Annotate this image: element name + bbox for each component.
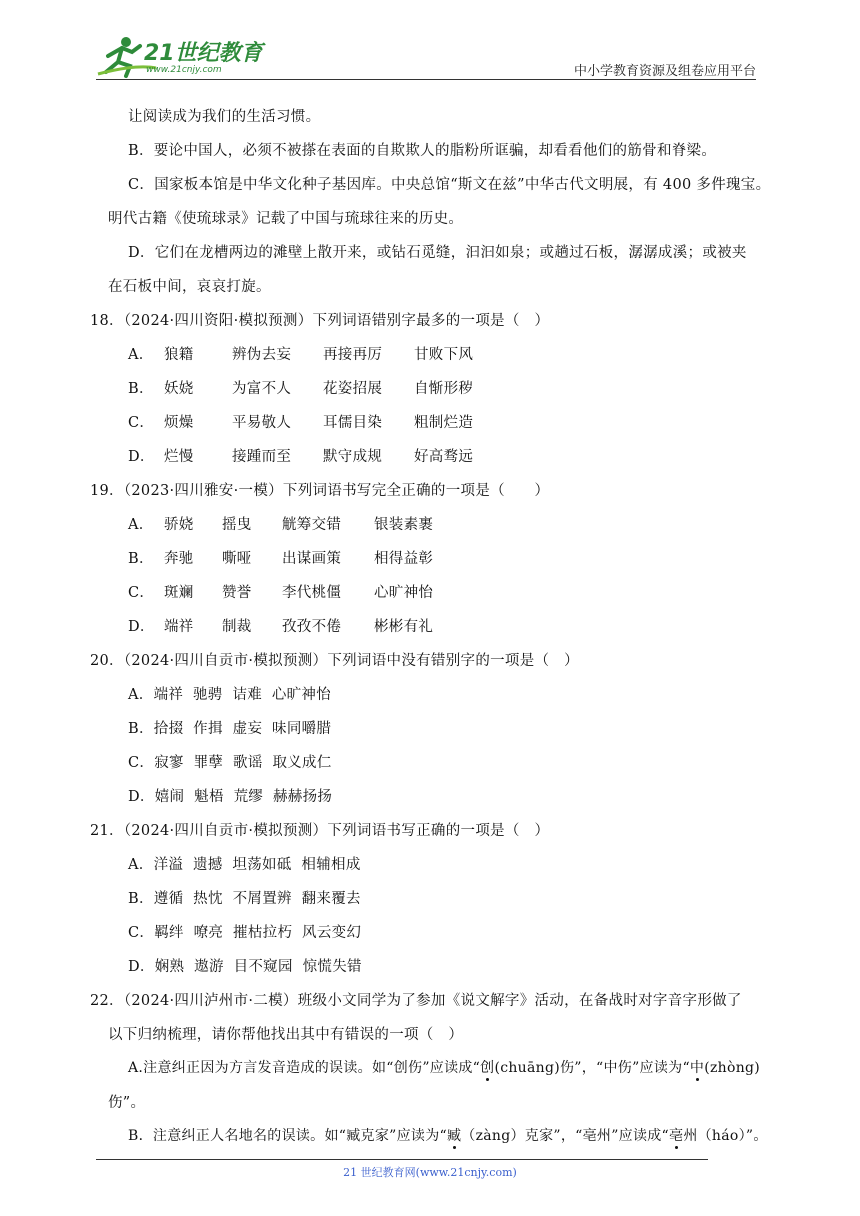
q18-option-d[interactable] <box>128 445 473 466</box>
q22-option-a-line1[interactable] <box>128 1057 760 1077</box>
word: 骄娆 <box>164 517 194 533</box>
option-label: D． <box>128 449 155 465</box>
word: 斑斓 <box>164 585 194 601</box>
option-label: B． <box>128 891 154 907</box>
word: 花姿招展 <box>323 381 383 397</box>
option-text: 洋溢 遗撼 坦荡如砥 相辅相成 <box>153 857 361 873</box>
prev-option-c-line2: 明代古籍《使琉球录》记载了中国与琉球往来的历史。 <box>108 211 464 227</box>
word: 嘶哑 <box>222 551 252 567</box>
option-text: 寂寥 罪孽 歌谣 取义成仁 <box>154 755 332 771</box>
word: 妖娆 <box>164 381 194 397</box>
word: 粗制烂造 <box>414 415 474 431</box>
word: 奔驰 <box>164 551 194 567</box>
q20-option-a[interactable] <box>128 683 331 704</box>
platform-title: 中小学教育资源及组卷应用平台 <box>573 64 756 79</box>
logo-text: 21世纪教育 <box>144 41 263 66</box>
option-label: D． <box>128 619 155 635</box>
option-label: B． <box>128 721 154 737</box>
word: 烦燥 <box>164 415 194 431</box>
option-text: （zàng）克家”，“亳州”应读成“ <box>461 1128 670 1144</box>
prev-option-d-line2: 在石板中间，哀哀打旋。 <box>108 279 271 295</box>
word: 赞誉 <box>222 585 252 601</box>
option-label: C． <box>128 585 155 601</box>
option-label: D． <box>128 959 155 975</box>
word: 出谋画策 <box>282 551 342 567</box>
q19-option-a[interactable] <box>128 513 433 534</box>
emphasized-char: 中 <box>689 1060 705 1076</box>
option-text: 拾掇 作揖 虚妄 味同嚼腊 <box>153 721 332 737</box>
word: 烂慢 <box>164 449 194 465</box>
logo-url: www.21cnjy.com <box>146 65 222 75</box>
option-text: 遵循 热忱 不屑置辨 翻来覆去 <box>153 891 361 907</box>
word: 接踵而至 <box>232 449 292 465</box>
emphasized-char: 臧 <box>446 1128 462 1144</box>
option-label: C． <box>128 415 155 431</box>
q20-option-d[interactable] <box>128 785 332 806</box>
word: 再接再厉 <box>323 347 383 363</box>
word: 制裁 <box>222 619 252 635</box>
site-logo[interactable] <box>96 34 266 80</box>
q19-option-c[interactable] <box>128 581 433 602</box>
word: 平易敬人 <box>232 415 292 431</box>
q21-option-b[interactable] <box>128 887 361 908</box>
q22-option-a-line2: 伤”。 <box>108 1095 146 1111</box>
word: 耳儒目染 <box>323 415 383 431</box>
option-label: B． <box>128 551 154 567</box>
emphasized-char: 亳 <box>669 1128 684 1144</box>
option-label: D． <box>128 789 155 805</box>
option-text: 端祥 驰骋 诘难 心旷神怡 <box>153 687 332 703</box>
option-label: A． <box>128 347 154 363</box>
word: 李代桃僵 <box>282 585 342 601</box>
footer-divider <box>96 1159 708 1160</box>
option-text: 羁绊 嘹亮 摧枯拉朽 风云变幻 <box>154 925 362 941</box>
question-22-stem-line2: 以下归纳梳理，请你帮他找出其中有错误的一项（ ） <box>108 1027 464 1043</box>
question-19-stem: 19．（2023·四川雅安·一模）下列词语书写完全正确的一项是（ ） <box>90 483 550 499</box>
question-20-stem: 20．（2024·四川自贡市·模拟预测）下列词语中没有错别字的一项是（ ） <box>90 653 579 669</box>
header-divider <box>96 79 756 80</box>
word: 彬彬有礼 <box>374 619 434 635</box>
option-text: 嬉闹 魁梧 荒缪 赫赫扬扬 <box>154 789 333 805</box>
option-text: 州（háo）”。 <box>683 1128 768 1144</box>
question-18-stem: 18．（2024·四川资阳·模拟预测）下列词语错别字最多的一项是（ ） <box>90 313 550 329</box>
option-text: 娴熟 遨游 目不窥园 惊慌失错 <box>154 959 362 975</box>
option-label: A． <box>128 517 154 533</box>
q18-option-a[interactable] <box>128 343 473 364</box>
q21-option-c[interactable] <box>128 921 361 942</box>
option-text: (zhòng) <box>704 1060 761 1076</box>
q20-option-b[interactable] <box>128 717 331 738</box>
option-text: B．注意纠正人名地名的误读。如“臧克家”应读为“ <box>128 1128 447 1144</box>
word: 自惭形秽 <box>414 381 474 397</box>
option-label: C． <box>128 755 155 771</box>
page-header <box>0 0 860 84</box>
word: 好高骛远 <box>414 449 474 465</box>
word: 心旷神怡 <box>374 585 434 601</box>
word: 为富不人 <box>232 381 292 397</box>
word: 甘败下风 <box>414 347 474 363</box>
q20-option-c[interactable] <box>128 751 332 772</box>
word: 摇曳 <box>222 517 252 533</box>
word: 银装素裹 <box>374 517 434 533</box>
option-label: A． <box>128 687 154 703</box>
word: 觥筹交错 <box>282 517 342 533</box>
word: 孜孜不倦 <box>282 619 342 635</box>
word: 端祥 <box>164 619 194 635</box>
q21-option-d[interactable] <box>128 955 362 976</box>
option-label: C． <box>128 925 155 941</box>
prev-option-b: B．要论中国人，必须不被搽在表面的自欺欺人的脂粉所诓骗，却看看他们的筋骨和脊梁。 <box>128 143 717 159</box>
prev-continuation: 让阅读成为我们的生活习惯。 <box>128 109 321 125</box>
q21-option-a[interactable] <box>128 853 361 874</box>
word: 默守成规 <box>323 449 383 465</box>
q18-option-b[interactable] <box>128 377 473 398</box>
option-text: (chuāng)伤”，“中伤”应读为“ <box>494 1060 690 1076</box>
q19-option-d[interactable] <box>128 615 433 636</box>
question-21-stem: 21．（2024·四川自贡市·模拟预测）下列词语书写正确的一项是（ ） <box>90 823 550 839</box>
question-22-stem-line1: 22．（2024·四川泸州市·二模）班级小文同学为了参加《说文解字》活动，在备战时对字音字形做了 <box>90 993 742 1009</box>
word: 狼籍 <box>164 347 194 363</box>
q19-option-b[interactable] <box>128 547 433 568</box>
prev-option-c-line1: C．国家板本馆是中华文化种子基因库。中央总馆“斯文在兹”中华古代文明展，有 400 多件瑰宝。 <box>128 177 771 193</box>
prev-option-d-line1: D．它们在龙槽两边的滩壁上散开来，或钻石觅缝，汩汩如泉；或趟过石板，潺潺成溪；或被夹 <box>128 245 747 261</box>
option-label: A． <box>128 857 154 873</box>
word: 辨伪去妄 <box>232 347 292 363</box>
q22-option-b[interactable] <box>128 1125 768 1145</box>
q18-option-c[interactable] <box>128 411 473 432</box>
page-footer[interactable]: 21 世纪教育网(www.21cnjy.com) <box>343 1166 517 1179</box>
word: 相得益彰 <box>374 551 434 567</box>
option-label: B． <box>128 381 154 397</box>
option-text: A.注意纠正因为方言发音造成的误读。如“创伤”应读成“ <box>128 1060 481 1076</box>
emphasized-char: 创 <box>480 1060 495 1076</box>
